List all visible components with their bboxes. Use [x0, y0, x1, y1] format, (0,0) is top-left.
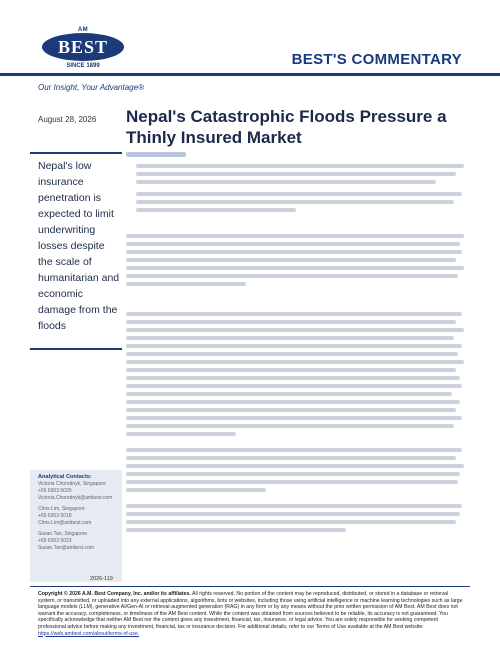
footer-rule [30, 586, 470, 587]
blurred-line [126, 320, 456, 324]
am-best-logo [40, 27, 126, 71]
blurred-line [126, 312, 462, 316]
blurred-line [126, 408, 456, 412]
sidebar-pull-quote: Nepal's low insurance penetration is expected to limit underwriting losses despite the scale of humanitarian and economic damage from the floods [38, 160, 120, 332]
contact-name: Victoria Chorodnyk, Singapore [38, 481, 106, 487]
blurred-line [126, 266, 464, 270]
contact-phone: +65 6303 5020 [38, 488, 72, 494]
blurred-line [126, 328, 464, 332]
blurred-line [126, 384, 462, 388]
publication-title: BEST'S COMMENTARY [291, 51, 462, 68]
blurred-line [126, 400, 460, 404]
blurred-line [136, 180, 436, 184]
blurred-line [126, 392, 452, 396]
blurred-heading [126, 152, 186, 157]
blurred-line [126, 464, 464, 468]
blurred-line [126, 416, 462, 420]
document-number: 2026-119 [90, 576, 113, 582]
contact-phone: +65 6303 5023 [38, 538, 72, 544]
blurred-line [126, 488, 266, 492]
sidebar-rule-top [30, 152, 122, 154]
blurred-line [126, 376, 460, 380]
blurred-line [136, 164, 464, 168]
blurred-line [126, 258, 456, 262]
blurred-line [126, 448, 462, 452]
blurred-line [126, 472, 460, 476]
logo-best-text: BEST [57, 37, 109, 57]
contacts-heading: Analytical Contacts: [38, 474, 92, 480]
blurred-line [126, 242, 460, 246]
header-rule [0, 73, 500, 76]
contact-name: Chris Lim, Singapore [38, 506, 85, 512]
blurred-line [126, 520, 456, 524]
blurred-line [126, 528, 346, 532]
blurred-line [126, 282, 246, 286]
copyright-text: All rights reserved. No portion of the content may be reproduced, distributed, or stored in a database or retrieval system, or transmitted, or uploaded into any external applications, algorithms, bots or websites, including those using artificial intelligence or machine learning technologies such as large language models (LLM), generative AI/Gen-AI or retrieval-augmented generation (RAG) in any form or by any means without the prior written permission of AM Best. AM Best does not warrant the accuracy, completeness, or timeliness of the AM Best content. While the content was obtained from sources believed to be reliable, its accuracy is not guaranteed. You specifically acknowledge that neither AM Best nor the content gives any investment, financial, tax, insurance, or legal advice. You are solely responsible for seeking competent professional advice before making any investment, financial, tax or insurance decision. For additional details, refer to our Terms of Use available at the AM Best website: [38, 591, 463, 630]
blurred-line [126, 368, 456, 372]
blurred-line [136, 192, 462, 196]
blurred-line [136, 172, 456, 176]
blurred-line [126, 344, 462, 348]
terms-of-use-link[interactable]: https://web.ambest.com/about/terms-of-use. [38, 630, 140, 637]
blurred-line [126, 512, 460, 516]
logo-since-text: SINCE 1899 [66, 63, 100, 69]
blurred-line [126, 234, 464, 238]
article-title: Nepal's Catastrophic Floods Pressure a Thinly Insured Market [126, 107, 447, 147]
page-header [0, 0, 500, 80]
contact-email[interactable]: Victoria.Chorodnyk@ambest.com [38, 495, 113, 501]
blurred-line [126, 274, 458, 278]
blurred-line [126, 352, 458, 356]
blurred-line [126, 456, 456, 460]
contact-phone: +65 6303 5018 [38, 513, 72, 519]
copyright-notice [38, 591, 466, 637]
blurred-line [126, 360, 464, 364]
blurred-line [126, 424, 454, 428]
copyright-bold: Copyright © 2026 A.M. Best Company, Inc. and/or its affiliates. [38, 591, 191, 597]
sidebar-rule-bottom [30, 348, 122, 350]
article-date: August 28, 2026 [38, 115, 97, 124]
blurred-article-body [126, 152, 466, 532]
blurred-line [126, 504, 462, 508]
blurred-line [126, 250, 462, 254]
logo-am-text: AM [77, 27, 89, 33]
contact-name: Susan Tan, Singapore [38, 531, 88, 537]
blurred-line [126, 336, 454, 340]
blurred-line [126, 432, 236, 436]
blurred-line [126, 480, 458, 484]
blurred-line [136, 208, 296, 212]
contact-email[interactable]: Chris.Lim@ambest.com [38, 520, 92, 526]
contact-email[interactable]: Susan.Tan@ambest.com [38, 545, 94, 551]
analytical-contacts-box [30, 470, 122, 582]
tagline: Our Insight, Your Advantage® [38, 83, 144, 92]
blurred-line [136, 200, 454, 204]
